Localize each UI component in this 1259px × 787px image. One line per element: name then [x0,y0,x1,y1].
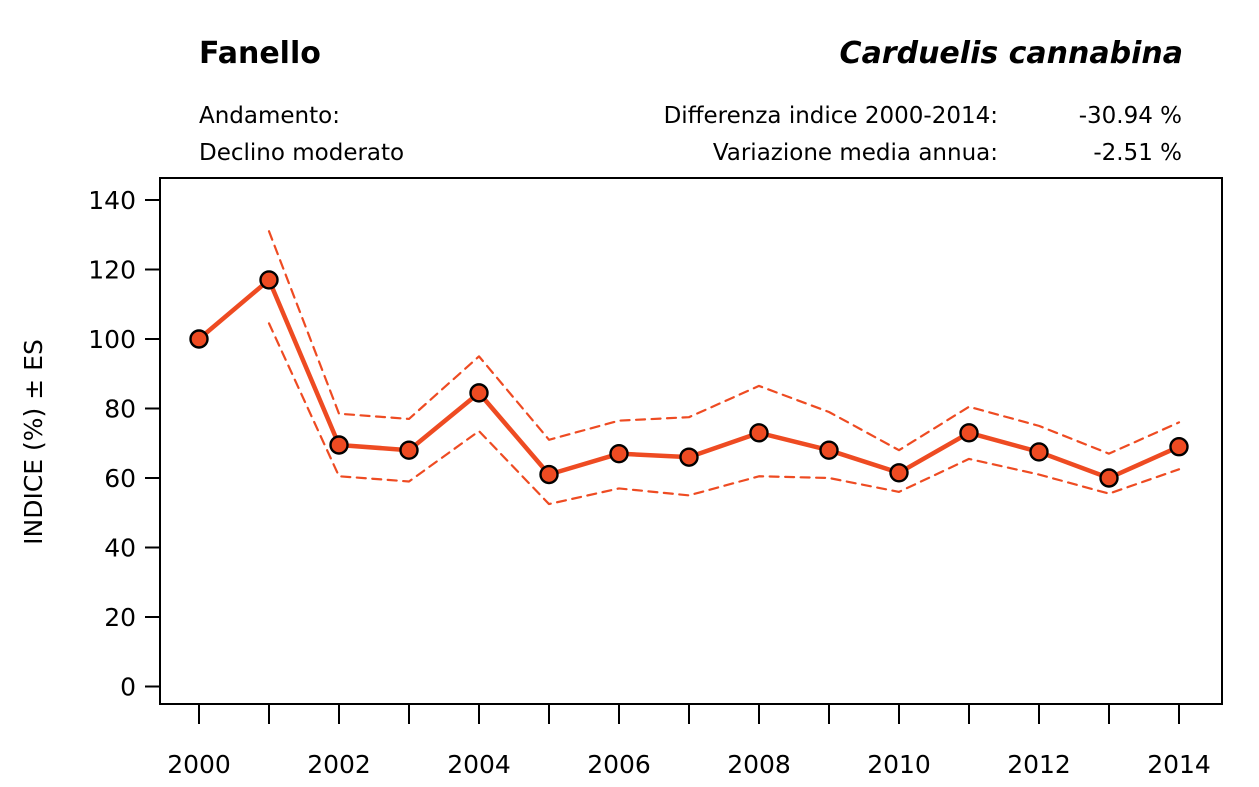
y-axis-title: INDICE (%) ± ES [19,339,48,545]
data-point-2001 [261,271,278,288]
y-tick-label: 80 [104,394,136,424]
data-point-2011 [961,424,978,441]
data-point-2004 [471,384,488,401]
y-tick-label: 100 [88,325,136,354]
species-common-name: Fanello [199,36,321,71]
y-tick-label: 40 [104,533,136,563]
data-point-2013 [1101,470,1118,487]
plot-frame [160,178,1222,704]
data-point-2000 [191,331,208,348]
x-tick-label: 2010 [867,750,931,779]
data-point-2012 [1031,443,1048,460]
trend-label: Andamento: [199,103,340,129]
data-point-2010 [891,464,908,481]
annual-variation-label: Variazione media annua: [712,140,998,166]
data-point-2006 [611,445,628,462]
data-point-2009 [821,442,838,459]
upper-se-line [269,231,1179,453]
y-tick-label: 120 [88,255,136,285]
data-point-2007 [681,449,698,466]
annual-variation-value: -2.51 % [1093,140,1182,166]
y-tick-label: 0 [120,672,136,702]
data-point-2002 [331,436,348,453]
species-latin-name: Carduelis cannabina [839,36,1183,71]
x-tick-label: 2000 [167,750,231,779]
x-tick-label: 2006 [587,750,651,779]
x-tick-label: 2008 [727,750,791,779]
x-tick-label: 2004 [447,750,511,779]
index-difference-value: -30.94 % [1078,103,1182,129]
lower-se-line [269,323,1179,504]
x-tick-label: 2002 [307,750,371,779]
data-point-2003 [401,442,418,459]
data-point-2005 [541,466,558,483]
trend-value: Declino moderato [199,140,405,166]
data-point-2014 [1171,438,1188,455]
data-point-2008 [751,424,768,441]
x-tick-label: 2014 [1147,750,1211,779]
index-difference-label: Differenza indice 2000-2014: [663,103,998,129]
y-tick-label: 140 [88,186,136,215]
x-tick-label: 2012 [1007,750,1071,779]
y-tick-label: 60 [104,464,136,493]
y-tick-label: 20 [104,603,136,632]
